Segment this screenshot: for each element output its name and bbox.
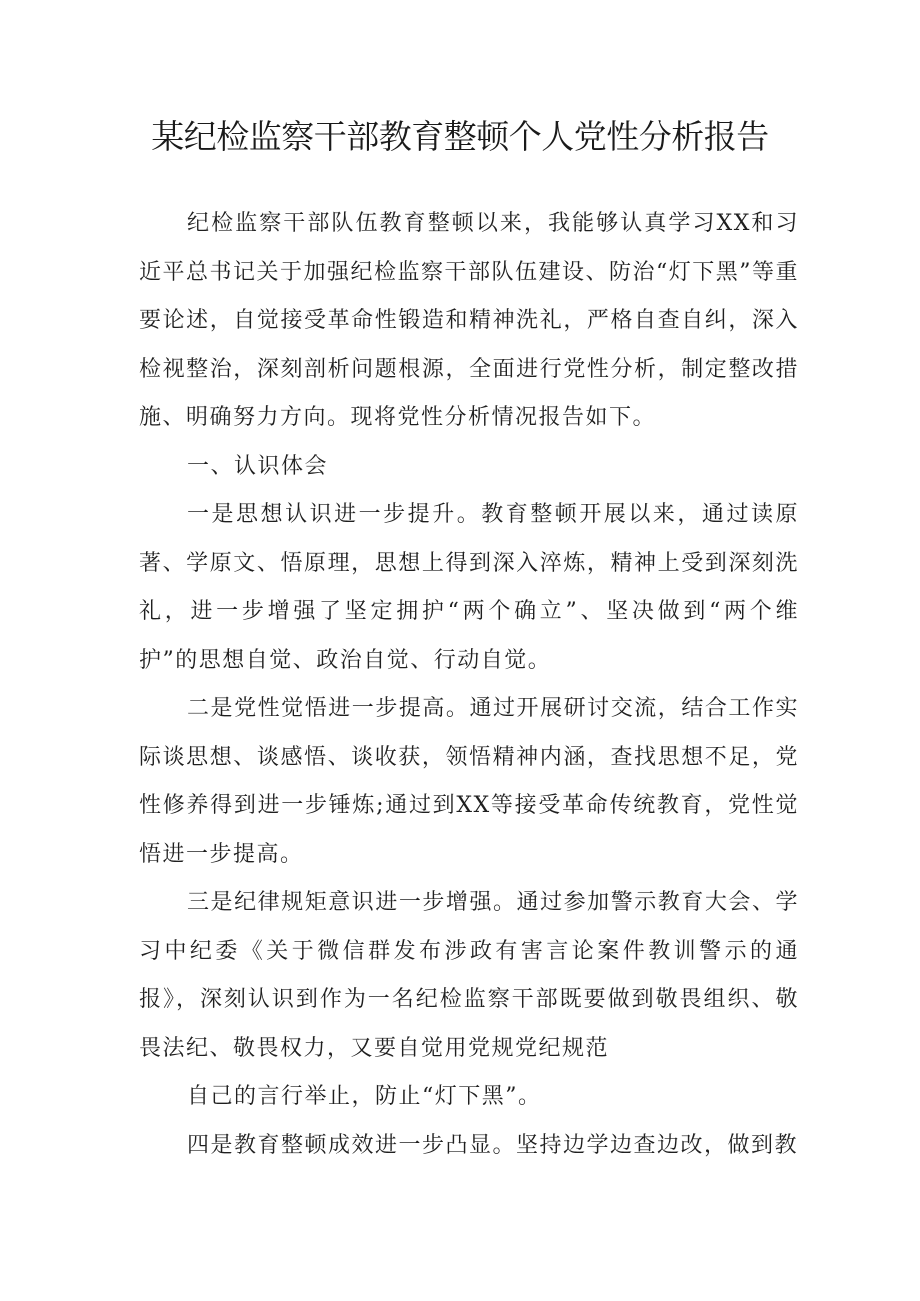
paragraph-point-1: 一是思想认识进一步提升。教育整顿开展以来，通过读原著、学原文、悟原理，思想上得到深入淬炼，精神上受到深刻洗礼，进一步增强了坚定拥护“两个确立”、坚决做到“两个维护”的思想自觉、政治自觉、行动自觉。 — [139, 502, 799, 673]
document-title: 某纪检监察干部教育整顿个人党性分析报告 — [151, 117, 769, 156]
paragraph-point-2: 二是党性觉悟进一步提高。通过开展研讨交流，结合工作实际谈思想、谈感悟、谈收获，领悟精神内涵，查找思想不足，党性修养得到进一步锤炼;通过到XX等接受革命传统教育，党性觉悟进一步提高。 — [139, 696, 799, 867]
paragraph-point-3-continued: 自己的言行举止，防止“灯下黑”。 — [187, 1084, 542, 1109]
paragraph-intro: 纪检监察干部队伍教育整顿以来，我能够认真学习XX和习近平总书记关于加强纪检监察干部队伍建设、防治“灯下黑”等重要论述，自觉接受革命性锻造和精神洗礼，严格自查自纠，深入检视整治，深刻剖析问题根源，全面进行党性分析，制定整改措施、明确努力方向。现将党性分析情况报告如下。 — [139, 211, 799, 430]
paragraph-point-4: 四是教育整顿成效进一步凸显。坚持边学边查边改，做到教 — [187, 1132, 799, 1158]
document-body — [139, 200, 799, 1170]
section-heading: 一、认识体会 — [187, 453, 329, 479]
paragraph-point-3: 三是纪律规矩意识进一步增强。通过参加警示教育大会、学习中纪委《关于微信群发布涉政有害言论案件教训警示的通报》，深刻认识到作为一名纪检监察干部既要做到敬畏组织、敬畏法纪、敬畏权力，又要自觉用党规党纪规范 — [139, 890, 799, 1061]
